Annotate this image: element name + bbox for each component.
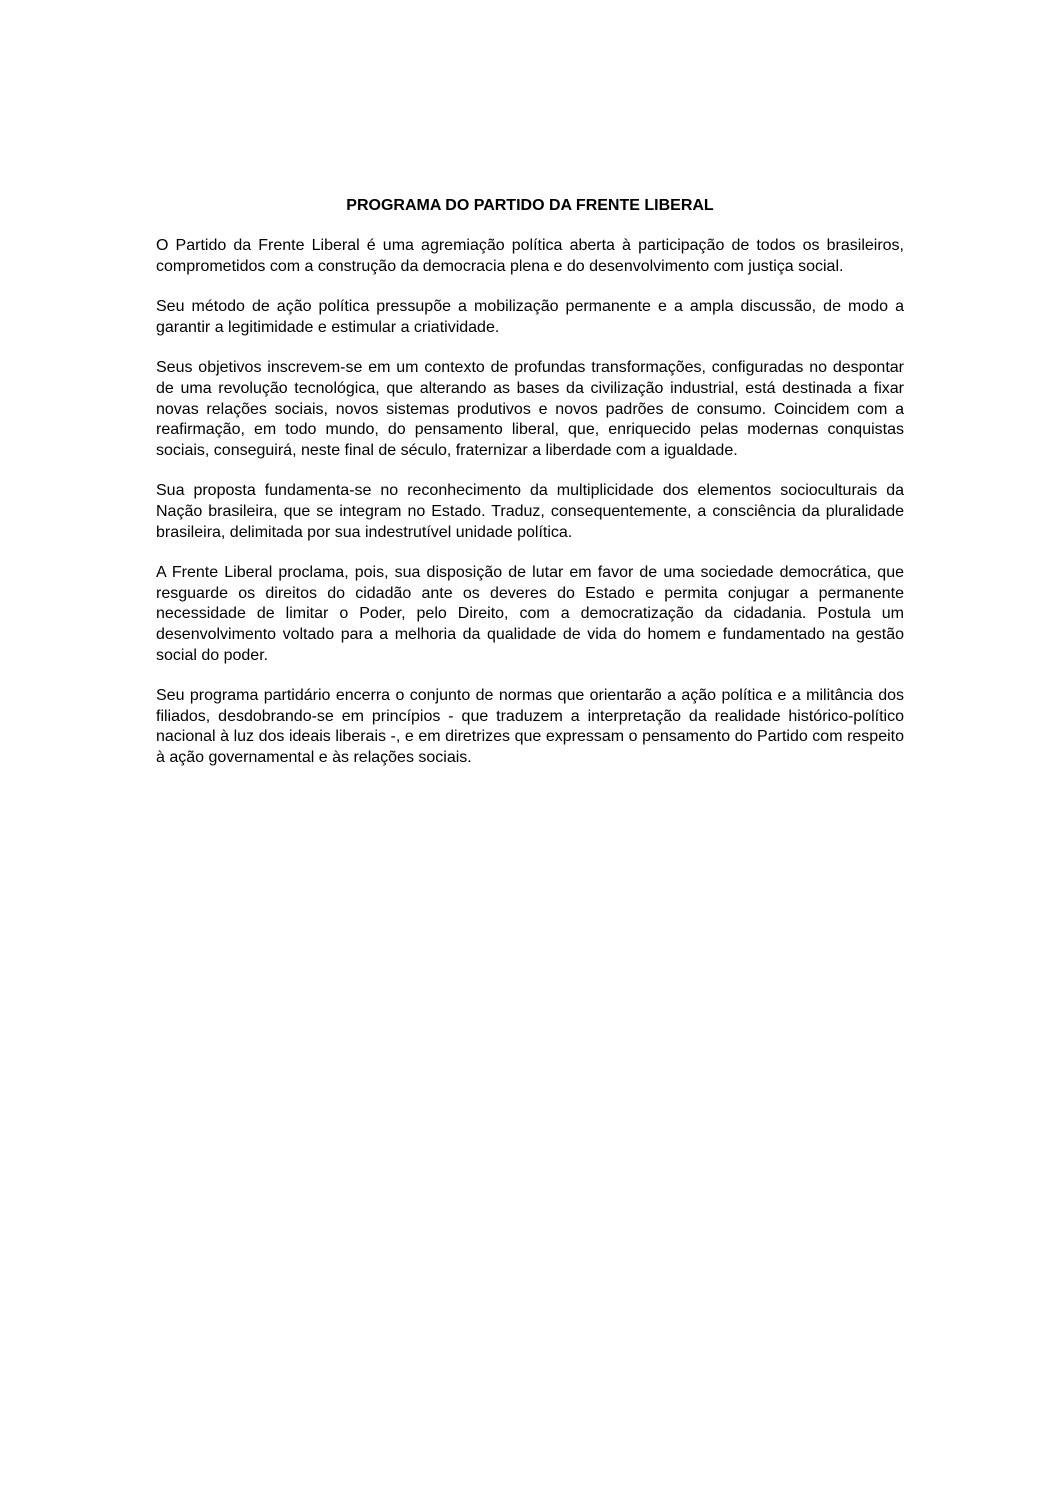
paragraph-4: Sua proposta fundamenta-se no reconhecimento da multiplicidade dos elementos socioculturais da Nação brasileira, que se integram no Estado. Traduz, consequentemente, a consciência da pluralidade brasileira, delimitada por sua indestrutível unidade política. [156, 482, 904, 541]
paragraph-1: O Partido da Frente Liberal é uma agremiação política aberta à participação de todos os brasileiros, comprometidos com a construção da democracia plena e do desenvolvimento com justiça social. [156, 237, 904, 275]
document-title: PROGRAMA DO PARTIDO DA FRENTE LIBERAL [346, 197, 714, 214]
paragraph-2: Seu método de ação política pressupõe a mobilização permanente e a ampla discussão, de modo a garantir a legitimidade e estimular a criatividade. [156, 298, 904, 336]
paragraph-6: Seu programa partidário encerra o conjunto de normas que orientarão a ação política e a militância dos filiados, desdobrando-se em princípios - que traduzem a interpretação da realidade histórico-político nacional à luz dos ideais liberais -, e em diretrizes que expressam o pensamento do Partido com respeito à ação governamental e às relações sociais. [156, 687, 904, 766]
paragraph-5: A Frente Liberal proclama, pois, sua disposição de lutar em favor de uma sociedade democrática, que resguarde os direitos do cidadão ante os deveres do Estado e permita conjugar a permanente necessidade de limitar o Poder, pelo Direito, com a democratização da cidadania. Postula um desenvolvimento voltado para a melhoria da qualidade de vida do homem e fundamentado na gestão social do poder. [156, 564, 904, 664]
document-body [156, 196, 904, 788]
paragraph-3: Seus objetivos inscrevem-se em um contexto de profundas transformações, configuradas no despontar de uma revolução tecnológica, que alterando as bases da civilização industrial, está destinada a fixar novas relações sociais, novos sistemas produtivos e novos padrões de consumo. Coincidem com a reafirmação, em todo mundo, do pensamento liberal, que, enriquecido pelas modernas conquistas sociais, conseguirá, neste final de século, fraternizar a liberdade com a igualdade. [156, 359, 904, 459]
